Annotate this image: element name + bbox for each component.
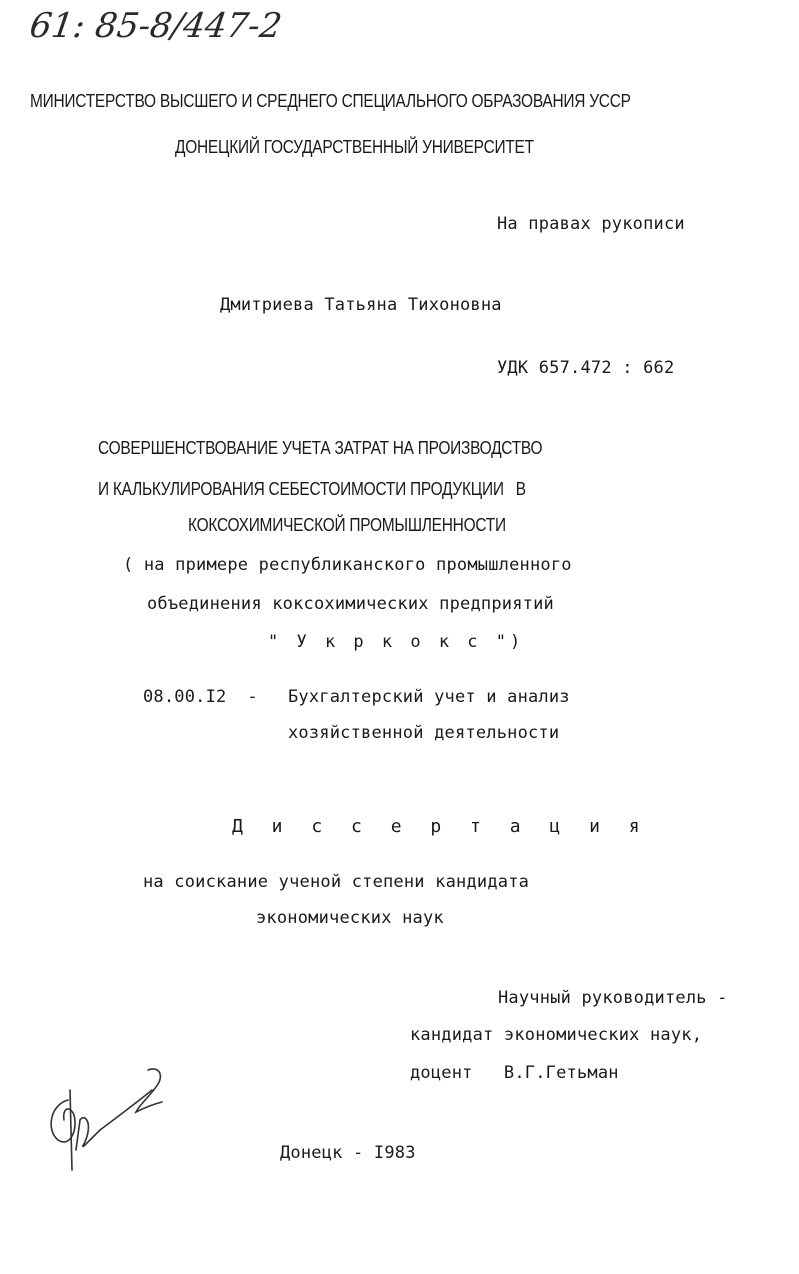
udc-code: УДК 657.472 : 662 [497,358,675,378]
specialty-code: 08.00.I2 - [143,687,258,707]
handwritten-signature [40,1060,190,1180]
ministry-heading: МИНИСТЕРСТВО ВЫСШЕГО И СРЕДНЕГО СПЕЦИАЛЬНОГО ОБРАЗОВАНИЯ УССР [30,91,631,111]
specialty-name-line-2: хозяйственной деятельности [288,723,560,743]
place-and-year: Донецк - I983 [280,1143,416,1163]
degree-line-2: экономических наук [256,908,444,928]
supervisor-line-2: кандидат экономических наук, [410,1025,703,1045]
author-name: Дмитриева Татьяна Тихоновна [220,295,502,315]
subtitle-line-1: ( на примере республиканского промышленного [123,555,572,575]
archive-number: 61: 85-8/447-2 [27,6,285,46]
specialty-name-line-1: Бухгалтерский учет и анализ [288,687,570,707]
supervisor-line-1: Научный руководитель - [498,988,728,1008]
subtitle-line-3: " У к р к о к с ") [268,632,525,652]
title-line-3: КОКСОХИМИЧЕСКОЙ ПРОМЫШЛЕННОСТИ [188,515,506,535]
manuscript-rights-label: На правах рукописи [497,214,685,234]
subtitle-line-2: объединения коксохимических предприятий [147,594,554,614]
title-line-2: И КАЛЬКУЛИРОВАНИЯ СЕБЕСТОИМОСТИ ПРОДУКЦИИ В [98,479,526,499]
title-line-1: СОВЕРШЕНСТВОВАНИЕ УЧЕТА ЗАТРАТ НА ПРОИЗВОДСТВО [98,438,543,458]
degree-line-1: на соискание ученой степени кандидата [143,872,530,892]
university-heading: ДОНЕЦКИЙ ГОСУДАРСТВЕННЫЙ УНИВЕРСИТЕТ [175,137,534,157]
supervisor-line-3: доцент В.Г.Гетьман [410,1063,619,1083]
work-type: Д и с с е р т а ц и я [232,816,649,837]
